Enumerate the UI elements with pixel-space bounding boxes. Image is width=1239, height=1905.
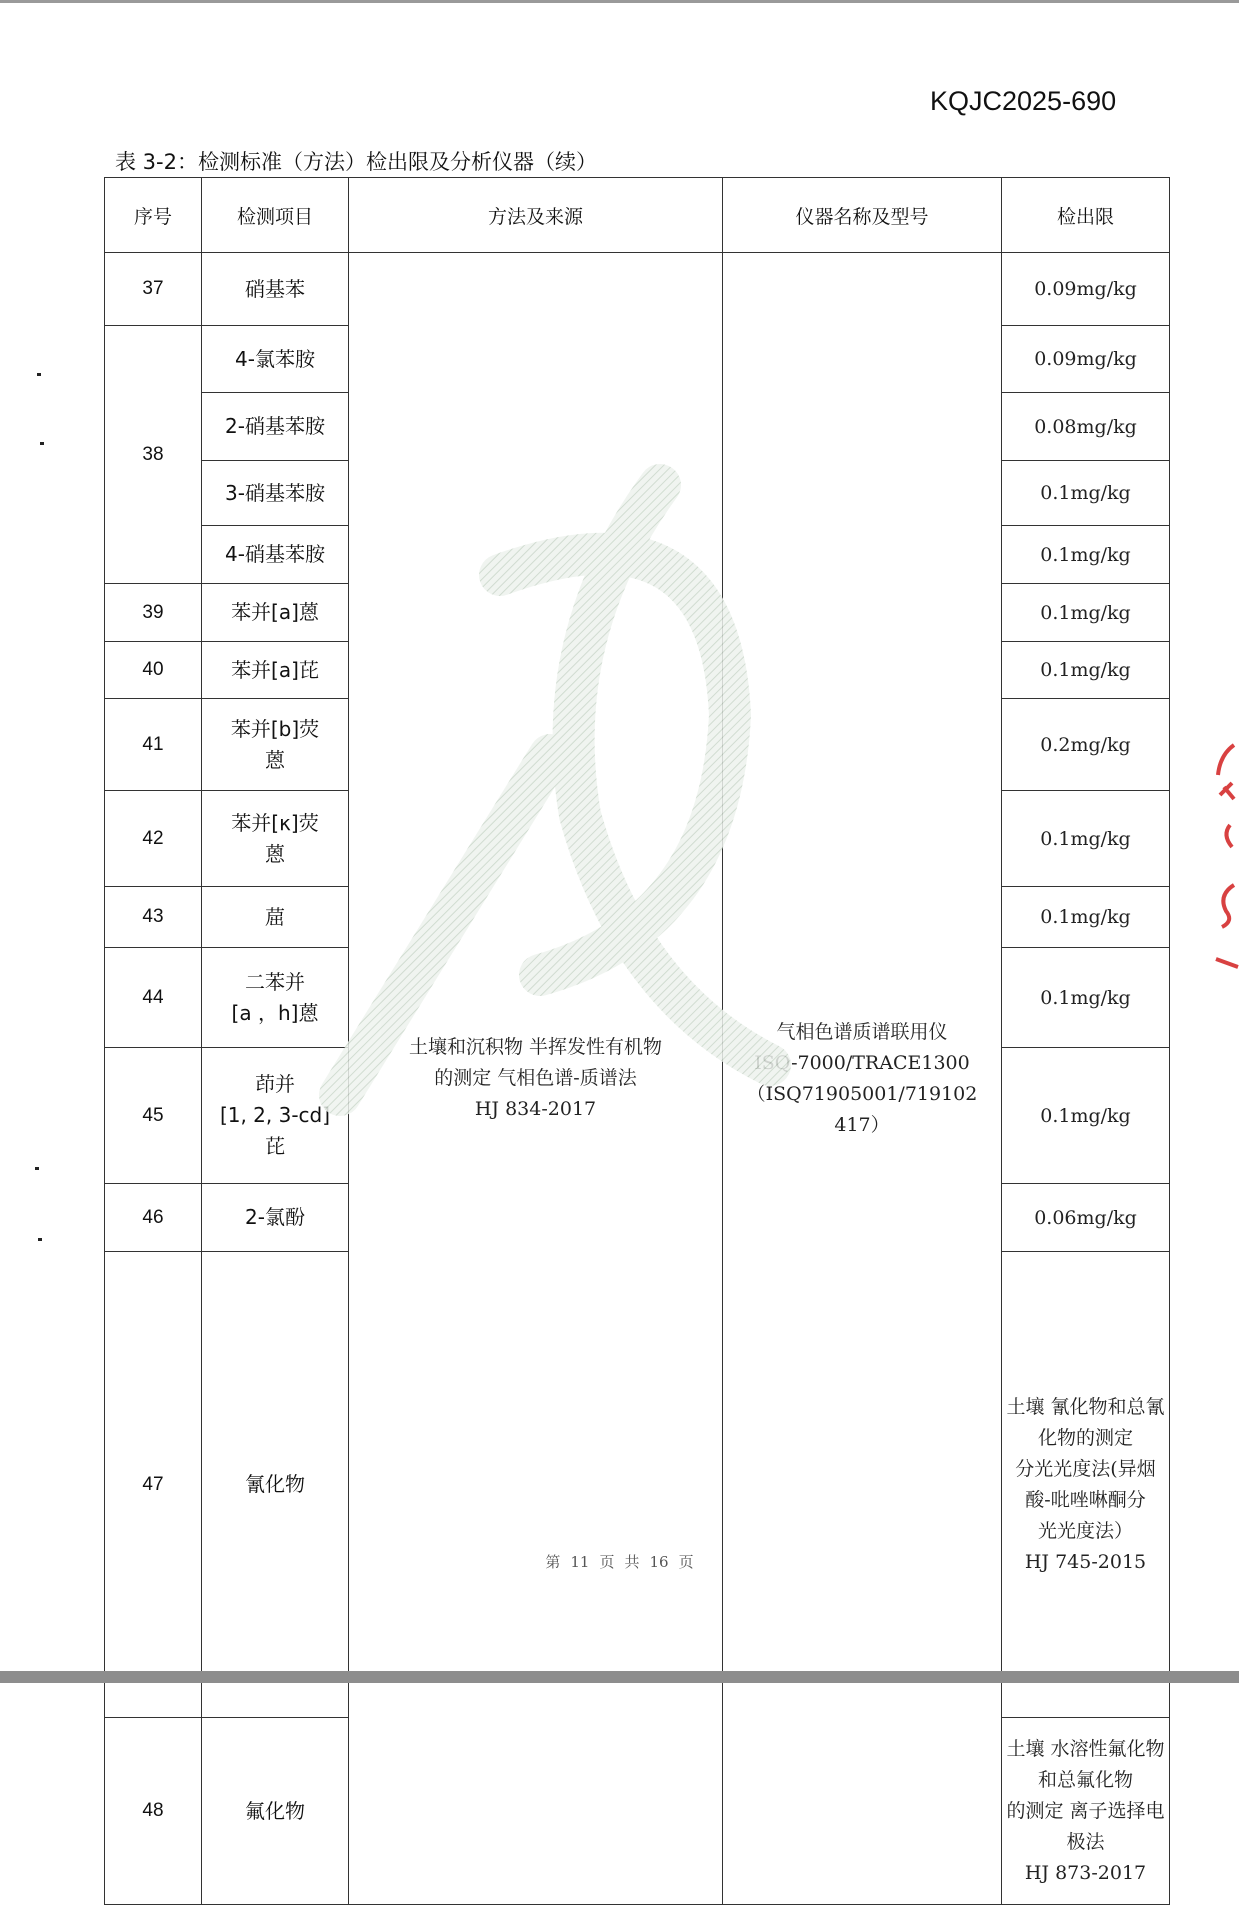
header-seq: 序号 — [105, 178, 202, 253]
seq-cell: 46 — [105, 1184, 202, 1252]
seq-cell: 43 — [105, 887, 202, 948]
item-cell: 3-硝基苯胺 — [202, 461, 349, 526]
table-header-row — [105, 178, 1170, 253]
scan-speck — [38, 1238, 42, 1241]
header-item: 检测项目 — [202, 178, 349, 253]
limit-cell: 0.1mg/kg — [1002, 887, 1170, 948]
footer-text: 页 — [599, 1553, 615, 1571]
footer-text: 第 — [545, 1553, 561, 1571]
limit-cell: 0.1mg/kg — [1002, 948, 1170, 1048]
total-page-number: 16 — [649, 1553, 669, 1571]
seq-cell: 39 — [105, 584, 202, 642]
seq-cell: 45 — [105, 1048, 202, 1184]
header-method: 方法及来源 — [349, 178, 723, 253]
detection-limits-table — [104, 177, 1170, 1905]
method-line: HJ 834-2017 — [474, 1098, 597, 1120]
instrument-line: 417） — [834, 1113, 890, 1136]
item-cell: 4-氯苯胺 — [202, 326, 349, 393]
item-cell: 4-硝基苯胺 — [202, 526, 349, 584]
seq-cell: 47 — [105, 1252, 202, 1718]
scan-bottom-edge — [0, 1671, 1239, 1683]
method-line: 土壤 氰化物和总氰化物的测定 — [1006, 1395, 1165, 1449]
method-line: 土壤和沉积物 半挥发性有机物 — [408, 1036, 663, 1058]
item-cell: 䓛 — [202, 887, 349, 948]
header-limit: 检出限 — [1002, 178, 1170, 253]
method-line: 的测定 气相色谱-质谱法 — [434, 1067, 637, 1089]
table-caption: 表 3-2：检测标准（方法）检出限及分析仪器（续） — [115, 150, 597, 174]
method-line: 的测定 离子选择电极法 — [1006, 1799, 1165, 1853]
seq-cell: 40 — [105, 642, 202, 699]
limit-cell: 0.1mg/kg — [1002, 584, 1170, 642]
item-line: 茚并 — [255, 1072, 295, 1096]
item-cell: 2-氯酚 — [202, 1184, 349, 1252]
table-row — [105, 253, 1170, 326]
limit-cell: 0.1mg/kg — [1002, 461, 1170, 526]
seq-cell: 44 — [105, 948, 202, 1048]
page-footer — [0, 1551, 1239, 1572]
item-line: 苯并[κ]荧 — [231, 810, 319, 835]
method-cell — [1002, 1252, 1170, 1718]
item-line: 二苯并 — [245, 969, 305, 994]
item-line: 蒽 — [265, 747, 285, 772]
item-cell: 硝基苯 — [202, 253, 349, 326]
instrument-line: 气相色谱质谱联用仪 — [776, 1020, 948, 1043]
instrument-line: ISQ-7000/TRACE1300 — [754, 1051, 970, 1074]
method-line: HJ 745-2015 — [1024, 1550, 1147, 1573]
scan-top-edge — [0, 0, 1239, 3]
item-cell: 苯并[a]芘 — [202, 642, 349, 699]
limit-cell: 0.1mg/kg — [1002, 791, 1170, 887]
method-cell — [1002, 1718, 1170, 1905]
seq-cell: 38 — [105, 326, 202, 584]
item-line: 芘 — [265, 1134, 285, 1158]
seq-cell: 42 — [105, 791, 202, 887]
scan-speck — [35, 1167, 39, 1170]
item-line: [1, 2, 3-cd] — [219, 1103, 331, 1127]
seq-cell: 48 — [105, 1718, 202, 1905]
footer-text: 共 — [624, 1553, 640, 1571]
method-cell-gcms — [349, 253, 723, 1905]
method-line: 光光度法） — [1037, 1519, 1133, 1542]
seq-cell: 37 — [105, 253, 202, 326]
item-cell: 苯并[a]蒽 — [202, 584, 349, 642]
item-cell: 氰化物 — [202, 1252, 349, 1718]
header-instrument: 仪器名称及型号 — [723, 178, 1002, 253]
scan-speck — [40, 442, 44, 445]
item-cell — [202, 699, 349, 791]
method-line: 分光光度法(异烟酸-吡唑啉酮分 — [1015, 1457, 1156, 1511]
item-cell — [202, 791, 349, 887]
limit-cell: 0.1mg/kg — [1002, 526, 1170, 584]
item-cell: 氟化物 — [202, 1718, 349, 1905]
current-page-number: 11 — [570, 1553, 590, 1571]
limit-cell: 0.2mg/kg — [1002, 699, 1170, 791]
limit-cell: 0.06mg/kg — [1002, 1184, 1170, 1252]
limit-cell: 0.08mg/kg — [1002, 393, 1170, 461]
item-cell — [202, 948, 349, 1048]
item-cell — [202, 1048, 349, 1184]
report-number: KQJC2025-690 — [930, 86, 1117, 116]
method-line: 土壤 水溶性氟化物和总氟化物 — [1006, 1737, 1165, 1791]
method-line: HJ 873-2017 — [1024, 1861, 1147, 1884]
limit-cell: 0.09mg/kg — [1002, 253, 1170, 326]
limit-cell: 0.1mg/kg — [1002, 642, 1170, 699]
item-line: [a ，h]蒽 — [231, 1000, 319, 1025]
limit-cell: 0.1mg/kg — [1002, 1048, 1170, 1184]
instrument-line: （ISQ71905001/719102 — [746, 1082, 978, 1105]
item-cell: 2-硝基苯胺 — [202, 393, 349, 461]
scan-speck — [37, 373, 41, 376]
item-line: 蒽 — [265, 841, 285, 866]
red-seal-fragment — [1212, 735, 1239, 975]
footer-text: 页 — [678, 1553, 694, 1571]
limit-cell: 0.09mg/kg — [1002, 326, 1170, 393]
seq-cell: 41 — [105, 699, 202, 791]
item-line: 苯并[b]荧 — [230, 716, 320, 741]
instrument-cell-gcms — [723, 253, 1002, 1905]
